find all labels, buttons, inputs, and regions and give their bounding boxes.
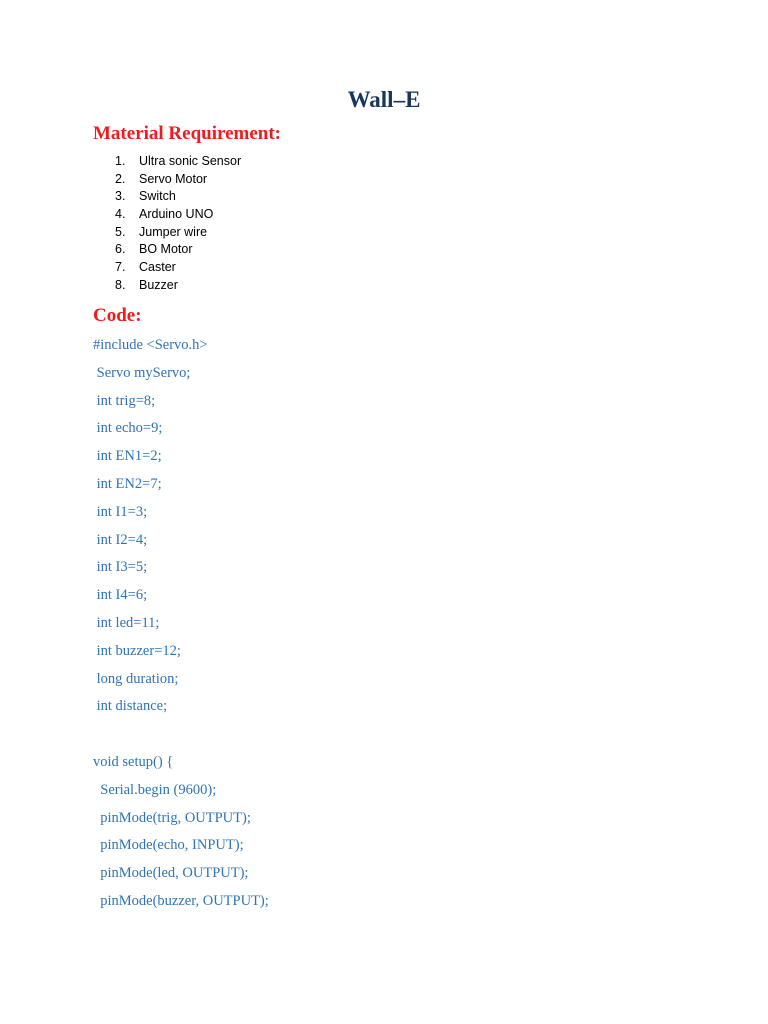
list-item-number: 7. xyxy=(115,260,126,275)
list-item-label: Jumper wire xyxy=(139,224,208,239)
code-line xyxy=(93,721,269,749)
code-line: pinMode(trig, OUTPUT); xyxy=(93,809,251,826)
code-line: void setup() { xyxy=(93,753,174,770)
list-item-label: Caster xyxy=(139,260,176,275)
list-item-number: 1. xyxy=(115,154,126,168)
list-item-label: Switch xyxy=(139,189,176,204)
list-item-number: 5. xyxy=(115,224,126,239)
code-line: pinMode(echo, INPUT); xyxy=(93,837,244,854)
list-item-label: Buzzer xyxy=(139,277,178,292)
list-item-number: 2. xyxy=(115,171,126,186)
list-item-label: Servo Motor xyxy=(139,171,208,186)
list-item-label: BO Motor xyxy=(139,242,193,257)
code-line: long duration; xyxy=(93,670,179,687)
code-line: int I3=5; xyxy=(93,559,148,576)
code-line: int I4=6; xyxy=(93,587,148,604)
code-line: int led=11; xyxy=(93,614,160,631)
code-line: int buzzer=12; xyxy=(93,642,181,659)
code-heading: Code: xyxy=(93,305,142,326)
code-line: int EN2=7; xyxy=(93,475,162,492)
code-block xyxy=(93,332,269,916)
list-item-number: 3. xyxy=(115,189,126,204)
list-item-label: Arduino UNO xyxy=(139,207,214,222)
code-line: int I2=4; xyxy=(93,531,148,548)
list-item-label: Ultra sonic Sensor xyxy=(139,154,242,168)
list-item-number: 6. xyxy=(115,242,126,257)
code-line: pinMode(buzzer, OUTPUT); xyxy=(93,892,269,909)
code-line: int I1=3; xyxy=(93,503,148,520)
materials-heading: Material Requirement: xyxy=(93,123,282,144)
code-line: pinMode(led, OUTPUT); xyxy=(93,865,249,882)
code-line: Servo myServo; xyxy=(93,364,191,381)
code-line: int echo=9; xyxy=(93,420,163,437)
code-line: Serial.begin (9600); xyxy=(93,781,217,798)
code-line: int EN1=2; xyxy=(93,448,162,465)
list-item-number: 8. xyxy=(115,277,126,292)
code-line: int trig=8; xyxy=(93,392,156,409)
code-line: #include <Servo.h> xyxy=(93,337,208,353)
document-title: Wall–E xyxy=(347,87,421,112)
list-item-number: 4. xyxy=(115,207,126,222)
code-line: int distance; xyxy=(93,698,168,715)
